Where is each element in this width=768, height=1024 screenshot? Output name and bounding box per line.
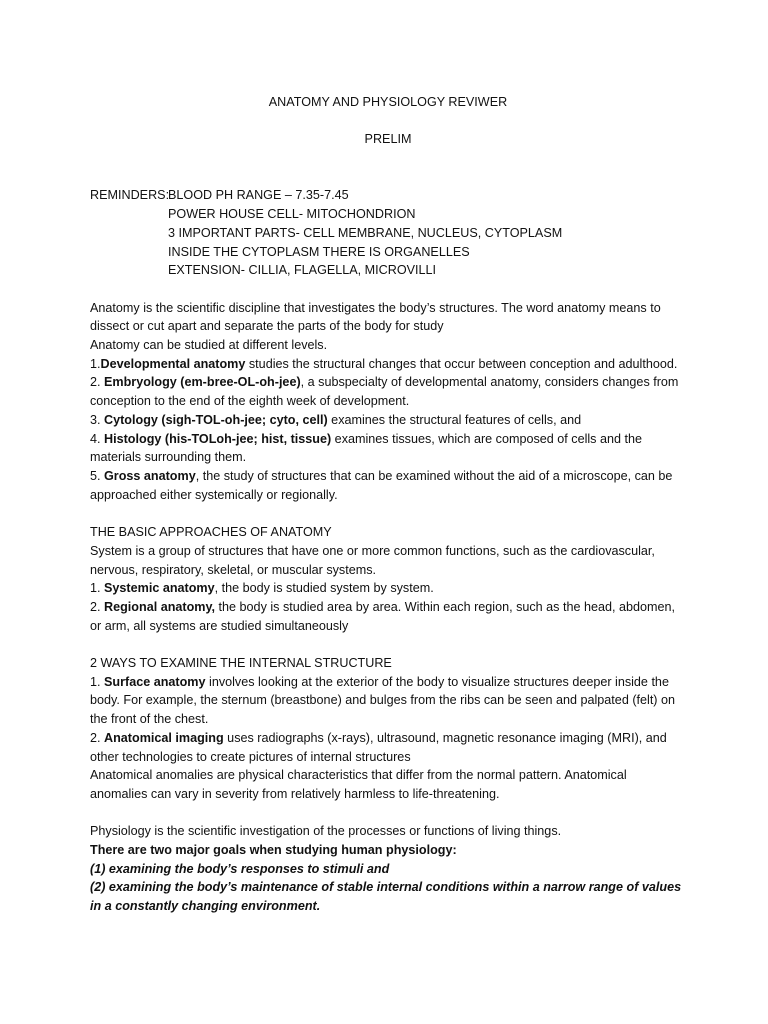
reminder-item: EXTENSION- CILLIA, FLAGELLA, MICROVILLI	[168, 263, 437, 278]
goals-heading: There are two major goals when studying human physiology:	[90, 843, 457, 858]
level-item: 2. Embryology (em-bree-OL-oh-jee), a subspecialty of developmental anatomy, considers changes from conception to the end of the eighth week of development.	[90, 375, 679, 409]
level-item: 5. Gross anatomy, the study of structures that can be examined without the aid of a microscope, can be approached either systemically or regionally.	[90, 469, 673, 502]
document-body	[90, 93, 686, 916]
level-item: 4. Histology (his-TOLoh-jee; hist, tissue) examines tissues, which are composed of cells and the materials surrounding them.	[90, 431, 642, 465]
reminder-item: POWER HOUSE CELL- MITOCHONDRION	[168, 207, 416, 222]
internal-heading: 2 WAYS TO EXAMINE THE INTERNAL STRUCTURE	[90, 656, 392, 670]
approach-item: 2. Regional anatomy, the body is studied area by area. Within each region, such as the head, abdomen, or arm, all systems are studied simultaneously	[90, 599, 676, 633]
anomalies-paragraph: Anatomical anomalies are physical characteristics that differ from the normal pattern. Anatomical anomalies can vary in severity from relatively harmless to life-threatening.	[90, 768, 627, 801]
internal-item: 1. Surface anatomy involves looking at the exterior of the body to visualize structures deeper inside the body. For example, the sternum (breastbone) and bulges from the ribs can be seen and palpated (felt) on the front of the chest.	[90, 674, 676, 727]
level-term: Cytology (sigh-TOL-oh-jee; cyto, cell)	[104, 412, 328, 427]
level-term: Gross anatomy	[104, 469, 196, 483]
levels-intro: Anatomy can be studied at different levels.	[90, 338, 328, 353]
level-term: Developmental anatomy	[100, 356, 246, 371]
reminders-label: REMINDERS:	[90, 188, 170, 203]
level-item: 1.Developmental anatomy studies the structural changes that occur between conception and adulthood.	[90, 356, 678, 371]
level-term: Histology (his-TOLoh-jee; hist, tissue)	[104, 431, 332, 446]
reminder-item: BLOOD PH RANGE – 7.35-7.45	[168, 188, 349, 203]
document-subtitle: PRELIM	[364, 132, 412, 147]
level-item: 3. Cytology (sigh-TOL-oh-jee; cyto, cell) examines the structural features of cells, and	[90, 412, 582, 427]
system-definition: System is a group of structures that have one or more common functions, such as the cardiovascular, nervous, respiratory, skeletal, or muscular systems.	[90, 543, 655, 577]
approaches-heading: THE BASIC APPROACHES OF ANATOMY	[90, 525, 332, 540]
approach-term: Systemic anatomy	[104, 581, 215, 596]
approach-term: Regional anatomy,	[104, 599, 216, 614]
physiology-intro: Physiology is the scientific investigation of the processes or functions of living things.	[90, 824, 562, 839]
reminder-item: 3 IMPORTANT PARTS- CELL MEMBRANE, NUCLEUS, CYTOPLASM	[168, 225, 563, 240]
reminders-block	[90, 186, 686, 280]
approach-item: 1. Systemic anatomy, the body is studied system by system.	[90, 581, 434, 596]
anatomy-intro: Anatomy is the scientific discipline that investigates the body’s structures. The word anatomy means to dissect or cut apart and separate the parts of the body for study	[90, 300, 661, 334]
goal-item: (1) examining the body’s responses to stimuli and	[90, 861, 390, 876]
document-title: ANATOMY AND PHYSIOLOGY REVIWER	[268, 95, 508, 109]
internal-item: 2. Anatomical imaging uses radiographs (x-rays), ultrasound, magnetic resonance imaging (MRI), and other technologies to create pictures of internal structures	[90, 730, 667, 764]
level-term: Embryology (em-bree-OL-oh-jee)	[104, 375, 301, 390]
reminder-item: INSIDE THE CYTOPLASM THERE IS ORGANELLES	[168, 244, 470, 259]
goal-item: (2) examining the body’s maintenance of stable internal conditions within a narrow range of values in a constantly changing environment.	[90, 880, 682, 914]
internal-term: Surface anatomy	[104, 674, 206, 689]
internal-term: Anatomical imaging	[104, 730, 224, 745]
